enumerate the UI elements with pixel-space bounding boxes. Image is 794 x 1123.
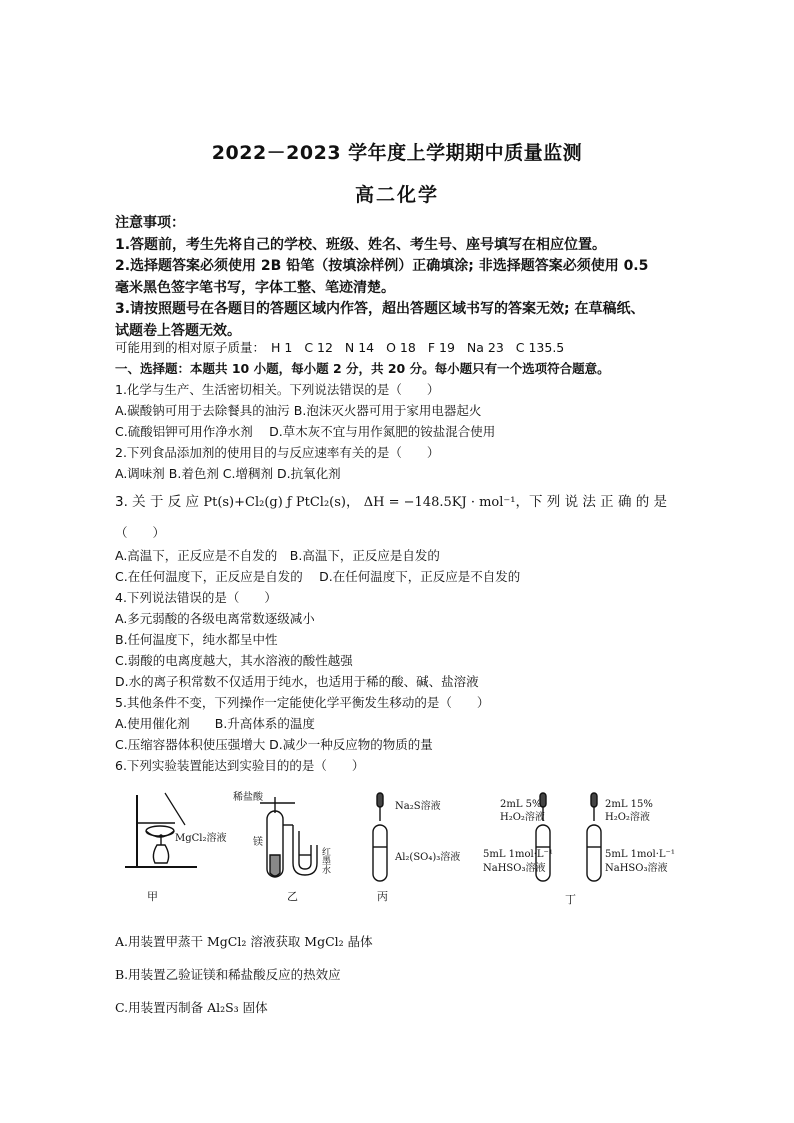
label-h2o2-5-bottom: H₂O₂溶液 bbox=[500, 812, 545, 823]
q1-options-cd: C.硫酸铝钾可用作净水剂 D.草木灰不宜与用作氮肥的铵盐混合使用 bbox=[115, 424, 496, 439]
label-hcl: 稀盐酸 bbox=[233, 792, 263, 803]
notice-item: 毫米黑色签字笔书写，字体工整、笔迹清楚。 bbox=[115, 279, 395, 296]
q3-stem: 3. 关 于 反 应 Pt(s)+Cl₂(g) ƒ PtCl₂(s)， ΔH = −148.5KJ · mol⁻¹，下 列 说 法 正 确 的 是 bbox=[115, 494, 668, 510]
exam-subject: 高二化学 bbox=[354, 184, 439, 206]
q5-options-cd: C.压缩容器体积使压强增大 D.减少一种反应物的物质的量 bbox=[115, 737, 433, 752]
notice-item: 1.答题前，考生先将自己的学校、班级、姓名、考生号、座号填写在相应位置。 bbox=[115, 236, 607, 253]
label-red-ink: 红墨水 bbox=[320, 847, 330, 874]
label-yi: 乙 bbox=[287, 890, 298, 903]
label-nahso3-1-bottom: NaHSO₃溶液 bbox=[483, 863, 546, 874]
label-mg: 镁 bbox=[253, 837, 263, 848]
notice-block bbox=[115, 213, 700, 342]
q5-stem: 5.其他条件不变，下列操作一定能使化学平衡发生移动的是（ ） bbox=[115, 695, 490, 710]
q6-option-c: C.用装置丙制备 Al₂S₃ 固体 bbox=[115, 1000, 268, 1015]
label-h2o2-5-top: 2mL 5% bbox=[500, 799, 542, 810]
q2-stem: 2.下列食品添加剂的使用目的与反应速率有关的是（ ） bbox=[115, 445, 440, 460]
q3-options-ab: A.高温下，正反应是不自发的 B.高温下，正反应是自发的 bbox=[115, 548, 440, 563]
q4-stem: 4.下列说法错误的是（ ） bbox=[115, 590, 277, 605]
label-h2o2-15-top: 2mL 15% bbox=[605, 799, 653, 810]
q2-options: A.调味剂 B.着色剂 C.增稠剂 D.抗氧化剂 bbox=[115, 466, 341, 481]
exam-title: 2022－2023 学年度上学期期中质量监测 bbox=[211, 142, 583, 164]
label-ding: 丁 bbox=[565, 893, 576, 906]
notice-item: 3.请按照题号在各题目的答题区域内作答，超出答题区域书写的答案无效; 在草稿纸、 bbox=[115, 301, 645, 317]
q3-suffix: ，下 列 说 法 正 确 的 是 bbox=[515, 494, 668, 510]
notice-heading: 注意事项： bbox=[115, 215, 185, 231]
label-h2o2-15-bottom: H₂O₂溶液 bbox=[605, 812, 650, 823]
atomic-mass-value: C 135.5 bbox=[515, 340, 565, 355]
atomic-mass-value: Na 23 bbox=[466, 340, 504, 355]
q6-stem: 6.下列实验装置能达到实验目的的是（ ） bbox=[115, 758, 365, 773]
atomic-mass-value: H 1 bbox=[271, 340, 293, 355]
apparatus-yi bbox=[260, 797, 317, 877]
q3-enthalpy: ΔH = −148.5KJ · mol⁻¹ bbox=[363, 495, 516, 510]
label-bing: 丙 bbox=[377, 890, 388, 903]
q5-options-ab: A.使用催化剂 B.升高体系的温度 bbox=[115, 716, 315, 731]
q3-paren: （ ） bbox=[115, 525, 166, 540]
notice-item: 试题卷上答题无效。 bbox=[115, 322, 241, 339]
atomic-mass-value: F 19 bbox=[427, 340, 455, 355]
atomic-mass-value: O 18 bbox=[386, 340, 416, 355]
atomic-masses-label: 可能用到的相对原子质量： bbox=[115, 340, 266, 355]
q4-option-b: B.任何温度下，纯水都呈中性 bbox=[115, 632, 278, 647]
q1-options-ab: A.碳酸钠可用于去除餐具的油污 B.泡沫灭火器可用于家用电器起火 bbox=[115, 403, 482, 418]
q4-option-d: D.水的离子积常数不仅适用于纯水，也适用于稀的酸、碱、盐溶液 bbox=[115, 674, 479, 689]
q3-options-cd: C.在任何温度下，正反应是自发的 D.在任何温度下，正反应是不自发的 bbox=[115, 569, 521, 584]
q6-option-b: B.用装置乙验证镁和稀盐酸反应的热效应 bbox=[115, 967, 341, 982]
apparatus-ding bbox=[536, 793, 601, 881]
label-nahso3-1-top: 5mL 1mol·L⁻¹ bbox=[483, 849, 553, 860]
q4-option-c: C.弱酸的电离度越大，其水溶液的酸性越强 bbox=[115, 653, 353, 668]
atomic-masses bbox=[115, 338, 572, 356]
label-na2s: Na₂S溶液 bbox=[395, 801, 441, 812]
label-jia: 甲 bbox=[147, 890, 158, 903]
label-al2so4: Al₂(SO₄)₃溶液 bbox=[395, 852, 461, 863]
atomic-mass-value: N 14 bbox=[344, 340, 375, 355]
q3-reaction: Pt(s)+Cl₂(g) ƒ PtCl₂(s) bbox=[203, 495, 346, 510]
apparatus-jia bbox=[125, 793, 197, 867]
label-mgcl2: MgCl₂溶液 bbox=[175, 833, 227, 844]
q4-option-a: A.多元弱酸的各级电离常数逐级减小 bbox=[115, 611, 315, 626]
q6-apparatus-figure bbox=[115, 785, 695, 910]
apparatus-svg bbox=[115, 785, 695, 910]
label-nahso3-2-top: 5mL 1mol·L⁻¹ bbox=[605, 849, 675, 860]
section-heading: 一、选择题：本题共 10 小题，每小题 2 分，共 20 分。每小题只有一个选项符合题意。 bbox=[115, 361, 610, 376]
apparatus-bing bbox=[373, 793, 387, 881]
q1-stem: 1.化学与生产、生活密切相关。下列说法错误的是（ ） bbox=[115, 382, 440, 397]
label-nahso3-2-bottom: NaHSO₃溶液 bbox=[605, 863, 668, 874]
notice-item: 2.选择题答案必须使用 2B 铅笔（按填涂样例）正确填涂; 非选择题答案必须使用 0.5 bbox=[115, 258, 649, 274]
q3-prefix: 3. 关 于 反 应 bbox=[115, 494, 200, 510]
q6-option-a: A.用装置甲蒸干 MgCl₂ 溶液获取 MgCl₂ 晶体 bbox=[115, 934, 373, 949]
atomic-mass-value: C 12 bbox=[304, 340, 333, 355]
